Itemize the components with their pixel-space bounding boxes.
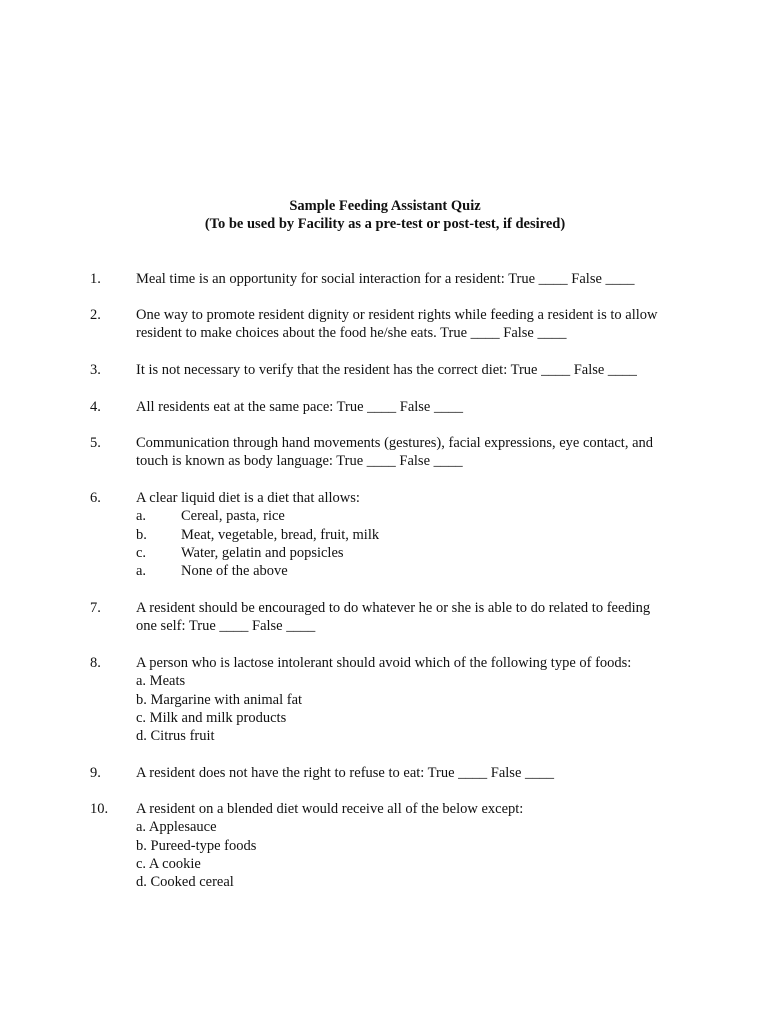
question-text: All residents eat at the same pace: True ____ False ____ <box>136 399 463 415</box>
question-text: A person who is lactose intolerant should avoid which of the following type of foods: <box>136 655 632 671</box>
question-number: 2. <box>90 307 101 323</box>
page-title: Sample Feeding Assistant Quiz <box>289 198 481 214</box>
page-subtitle: (To be used by Facility as a pre-test or post-test, if desired) <box>204 216 566 232</box>
answer-option: c. Milk and milk products <box>136 709 287 726</box>
question-number: 1. <box>90 271 101 287</box>
question-number: 6. <box>90 490 101 506</box>
option-text: Water, gelatin and popsicles <box>181 544 344 561</box>
question-number: 3. <box>90 362 101 378</box>
option-text: Meat, vegetable, bread, fruit, milk <box>181 526 380 543</box>
question-text: Meal time is an opportunity for social interaction for a resident: True ____ False ____ <box>136 271 635 287</box>
question-text: A resident does not have the right to refuse to eat: True ____ False ____ <box>136 765 555 781</box>
answer-option: b. Margarine with animal fat <box>136 691 303 708</box>
question-text: It is not necessary to verify that the resident has the correct diet: True ____ False ____ <box>136 362 637 378</box>
answer-option: b. Pureed-type foods <box>136 837 257 854</box>
option-letter: c. <box>136 544 147 561</box>
question-text: touch is known as body language: True ____ False ____ <box>136 453 463 470</box>
question-text: Communication through hand movements (gestures), facial expressions, eye contact, and <box>136 435 654 451</box>
answer-option <box>136 544 696 562</box>
question-number: 5. <box>90 435 101 451</box>
answer-option: d. Cooked cereal <box>136 874 234 891</box>
option-letter: a. <box>136 563 147 580</box>
question-number: 7. <box>90 600 101 616</box>
question-text: A resident on a blended diet would receive all of the below except: <box>136 801 524 817</box>
question-text: One way to promote resident dignity or resident rights while feeding a resident is to allow <box>136 307 658 323</box>
option-letter: a. <box>136 508 147 525</box>
answer-option <box>136 507 696 525</box>
question-number: 9. <box>90 765 101 781</box>
answer-option: a. Meats <box>136 673 186 690</box>
question-number: 10. <box>90 801 109 817</box>
question-number: 8. <box>90 655 101 671</box>
question-text: resident to make choices about the food he/she eats. True ____ False ____ <box>136 325 567 342</box>
answer-option <box>136 562 696 580</box>
question-number: 4. <box>90 399 101 415</box>
answer-option <box>136 526 696 544</box>
option-text: Cereal, pasta, rice <box>181 508 285 525</box>
question-text: A resident should be encouraged to do whatever he or she is able to do related to feeding <box>136 600 651 616</box>
answer-option: a. Applesauce <box>136 819 217 836</box>
question-text: one self: True ____ False ____ <box>136 618 316 635</box>
answer-option: c. A cookie <box>136 855 201 872</box>
question-text: A clear liquid diet is a diet that allows: <box>136 490 360 506</box>
option-letter: b. <box>136 526 147 543</box>
option-text: None of the above <box>181 563 288 580</box>
answer-option: d. Citrus fruit <box>136 728 215 745</box>
